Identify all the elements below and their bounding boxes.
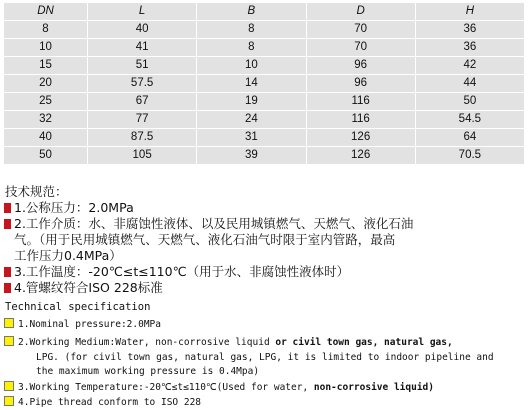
en-spec-item-1-text: 1.Nominal pressure:2.0MPa (18, 319, 161, 330)
cell-dn: 8 (4, 21, 88, 39)
cell-dn: 25 (4, 93, 88, 111)
cn-spec-item-1-text: 1.公称压力：2.0MPa (14, 200, 134, 215)
header-l: L (88, 3, 197, 21)
cell-h: 42 (415, 57, 524, 75)
table-row (4, 147, 525, 165)
header-d: D (306, 3, 415, 21)
cell-l: 87.5 (88, 129, 197, 147)
cell-b: 14 (197, 75, 306, 93)
cell-l: 51 (88, 57, 197, 75)
cn-spec-item-4 (4, 280, 163, 296)
cn-spec-item-3 (4, 264, 349, 280)
cell-d: 126 (306, 147, 415, 165)
dimension-table (3, 2, 525, 165)
en-spec-item-2-line-1a: 2.Working Medium:Water, non-corrosive liquid (18, 337, 270, 348)
en-spec-item-4-text: 4.Pipe thread conform to ISO 228 (18, 397, 202, 408)
table-row (4, 75, 525, 93)
cell-l: 57.5 (88, 75, 197, 93)
cell-b: 39 (197, 147, 306, 165)
en-spec-item-2-line-2: LPG. (for civil town gas, natural gas, LPG, it is limited to indoor pipeline and (36, 352, 494, 363)
cell-dn: 10 (4, 39, 88, 57)
en-spec-item-2-line-1b: or civil town gas, natural gas, (269, 337, 453, 348)
cn-spec-item-3-text: 3.工作温度：-20℃≤t≤110℃（用于水、非腐蚀性液体时） (14, 264, 350, 279)
yellow-bullet-icon (4, 381, 14, 391)
table-row (4, 129, 525, 147)
cell-l: 105 (88, 147, 197, 165)
cn-spec-item-2-line-2: 气。（用于民用城镇燃气、天燃气、液化石油气时限于室内管路，最高 (14, 232, 396, 247)
en-spec-item-3 (4, 381, 434, 394)
cell-dn: 50 (4, 147, 88, 165)
cell-b: 8 (197, 39, 306, 57)
cell-dn: 20 (4, 75, 88, 93)
cell-b: 10 (197, 57, 306, 75)
cell-d: 70 (306, 39, 415, 57)
cn-spec-item-2 (4, 216, 413, 232)
table-row (4, 93, 525, 111)
cell-dn: 40 (4, 129, 88, 147)
cell-dn: 32 (4, 111, 88, 129)
cell-h: 70.5 (415, 147, 524, 165)
cell-d: 96 (306, 75, 415, 93)
cell-d: 116 (306, 111, 415, 129)
cell-h: 54.5 (415, 111, 524, 129)
cell-d: 126 (306, 129, 415, 147)
cell-h: 36 (415, 21, 524, 39)
table-row (4, 111, 525, 129)
cn-spec-item-4-text: 4.管螺纹符合ISO 228标准 (14, 280, 163, 295)
header-h: H (415, 3, 524, 21)
cell-h: 44 (415, 75, 524, 93)
cn-spec-heading: 技术规范： (5, 184, 68, 199)
cell-b: 24 (197, 111, 306, 129)
cell-d: 116 (306, 93, 415, 111)
cell-b: 19 (197, 93, 306, 111)
en-spec-item-2-line-3: the maximum working pressure is 0.4Mpa) (36, 366, 260, 377)
cell-l: 67 (88, 93, 197, 111)
cell-h: 50 (415, 93, 524, 111)
table-row (4, 21, 525, 39)
en-spec-item-3-text-a: 3.Working Temperature:-20℃≤t≤110℃ (18, 382, 217, 393)
yellow-bullet-icon (4, 396, 14, 406)
en-spec-item-3-text-b: (Used for water, (216, 382, 314, 393)
table-row (4, 57, 525, 75)
cell-b: 31 (197, 129, 306, 147)
cell-h: 64 (415, 129, 524, 147)
table-header-row (4, 3, 525, 21)
en-spec-item-1 (4, 318, 161, 331)
red-bullet-icon (4, 203, 11, 213)
cn-spec-item-1 (4, 200, 134, 216)
header-b: B (197, 3, 306, 21)
yellow-bullet-icon (4, 318, 14, 328)
cell-h: 36 (415, 39, 524, 57)
en-spec-item-2 (4, 336, 453, 349)
cn-spec-item-2-line-3: 工作压力0.4MPa） (14, 248, 122, 263)
yellow-bullet-icon (4, 336, 14, 346)
red-bullet-icon (4, 219, 11, 229)
header-dn: DN (4, 3, 88, 21)
red-bullet-icon (4, 267, 11, 277)
en-spec-item-3-text-c: non-corrosive liquid) (313, 382, 434, 393)
cn-spec-item-2-line-1: 2.工作介质：水、非腐蚀性液体、以及民用城镇燃气、天燃气、液化石油 (14, 216, 414, 231)
cell-d: 70 (306, 21, 415, 39)
en-spec-item-4 (4, 396, 201, 409)
en-spec-heading: Technical specification (5, 301, 151, 313)
cell-b: 8 (197, 21, 306, 39)
cell-l: 77 (88, 111, 197, 129)
cell-l: 40 (88, 21, 197, 39)
table-row (4, 39, 525, 57)
cell-l: 41 (88, 39, 197, 57)
cell-d: 96 (306, 57, 415, 75)
red-bullet-icon (4, 283, 11, 293)
cell-dn: 15 (4, 57, 88, 75)
